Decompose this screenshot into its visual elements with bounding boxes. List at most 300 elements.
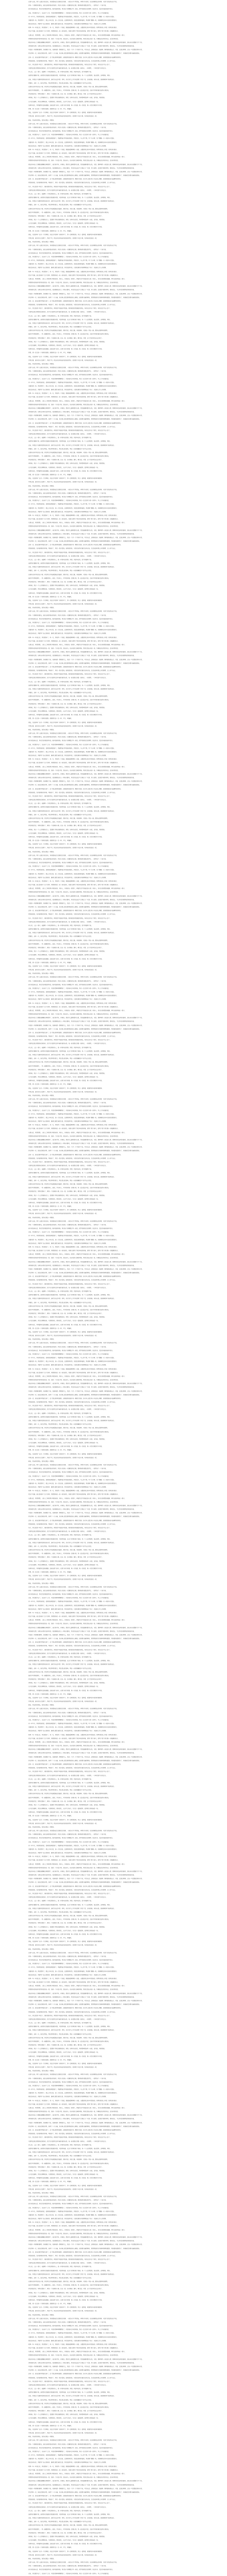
article-paragraph: 我这才知道，她已经离开了这个世界。我把那些信一封一封地读完，好像又回到了我们年轻的时候，回到了那个夏天，回到了那个我们第一次相遇的地方。	[28, 1128, 119, 1130]
article-paragraph: 如果有来生，我希望我们还能相遇。还能在那个夏天，在那个夏令营里，第一次见面，第一次说话，第一次约定要给对方写信。	[28, 104, 103, 106]
article-paragraph: 我给她回信，告诉她要好好养病，等她好了，我们一起去看海。她回信说好，可是后来我们谁也没有去成。生活总是有那么多的事情，让人身不由己。	[28, 1767, 117, 1769]
article-paragraph: 我给她回信，告诉她要好好养病，等她好了，我们一起去看海。她回信说好，可是后来我们谁也没有去成。生活总是有那么多的事情，让人身不由己。	[28, 1157, 117, 1159]
article-paragraph: 从那以后，我常常想，人和人之间的缘分真是奇妙。有些人，你和她在一起很久，却始终走不进彼此的心里；有些人，你们只是短暂地相遇，却可以陪伴彼此一辈子。	[28, 2351, 126, 2353]
article-paragraph: 我相信，总有一天，她也会明白。明白等待的意义，明白思念的滋味，明白一封信里藏着多少说不出口的话。	[28, 204, 93, 206]
article-paragraph: 虽然我们相隔千里，虽然我们见面的次数屈指可数，可是我知道，在这个世界的某个角落，有一个人在想着我，惦记着我。这种感觉，真好。	[28, 1904, 111, 1906]
article-paragraph: 有一年冬天，我收到她的信，信里说她要结婚了，希望我能去参加她的婚礼。我很高兴，马上请了假，买了火车票，坐了整整一天一夜的车去看她。	[28, 260, 116, 262]
article-paragraph: 见面的那一刻，我们都哭了。那么多年没见，她一点也没变，还是那样爱笑，说话还是那样温柔。我们聊了整整一夜，好像要把这些年没说的话都说完。	[28, 19, 118, 21]
article-paragraph: 后来，我们都毕业了，各自有了工作，写信的频率慢慢降低了，可是每年过年的时候，我们一定会给对方寄一张贺卡，写上几句祝福的话。	[28, 866, 110, 868]
article-paragraph: 晚安，我亲爱的朋友。愿你在那边一切都好。	[28, 2070, 55, 2072]
article-paragraph: 有人说，人这一辈子，能遇到一个真正懂你的人，是一件很幸运的事。我想，我是幸运的，因为我遇到了她。	[28, 71, 93, 73]
article-paragraph: 现在的年轻人大概很难理解这种感情了。他们有手机、有网络，想说什么随时都可以说，想见谁随时都可以见。可是，那种等待一封信的心情，那种拆开信封时的激动，是任何东西都替代不了的。	[28, 2114, 143, 2116]
article-paragraph: 我相信，总有一天，她也会明白。明白等待的意义，明白思念的滋味，明白一封信里藏着多少说不出口的话。	[28, 1911, 93, 1913]
article-paragraph: 有时候，我会一个人走到邮局门口，看着那个绿色的邮筒发呆。我想，如果可以的话，我真想再给她写一封信，告诉她，我很想她。	[28, 2170, 106, 2172]
article-paragraph: 朋友，你还好吗？在另一个世界里，你还会写信吗？如果你写了，请一定要寄给我。我会一直等着，就像我们年轻的时候那样。	[28, 2184, 103, 2187]
article-paragraph: 写到这里，窗外的天已经黑了。我放下笔，把这封没有地址的信轻轻折好，放进那个木盒子里，和其他的信放在一起。	[28, 1579, 98, 1581]
article-paragraph: 有一年冬天，我收到她的信，信里说她要结婚了，希望我能去参加她的婚礼。我很高兴，马上请了假，买了火车票，坐了整整一天一夜的车去看她。	[28, 1723, 116, 1725]
article-paragraph: 我记得有一次，她在信里告诉我，她养了一只小猫，每天晚上都会跳到她的床上睡觉。她说那只猫很调皮，常常把她的毛线球弄得满地都是。我读着读着就笑了，好像能看见那只猫就在眼前。	[28, 296, 141, 298]
article-paragraph: 婚礼结束以后，我回到了自己的城市，继续过着忙碌的生活。我们依然写信，只是信里的内容慢慢变成了孩子、家庭和工作上的琐事。	[28, 145, 107, 147]
article-paragraph: 有时候，我会一个人走到邮局门口，看着那个绿色的邮筒发呆。我想，如果可以的话，我真想再给她写一封信，告诉她，我很想她。	[28, 2292, 106, 2294]
article-paragraph: 虽然我们相隔千里，虽然我们见面的次数屈指可数，可是我知道，在这个世界的某个角落，有一个人在想着我，惦记着我。这种感觉，真好。	[28, 1294, 111, 1296]
article-paragraph: 我有一个很要好的朋友，她住在离我很远的城市。我们认识是在一次偶然的机会里，那时候我们都还是学生，一起参加了一个夏令营。	[28, 980, 107, 982]
article-paragraph: 她的字写得很漂亮，一笔一画都很用心。她说，字如其人，写字的时候一定要认真。我一直记着这句话，后来写字的时候也变得认真起来。	[28, 1553, 110, 1555]
article-paragraph: 可是我还是会把那些信保存好，因为它们是我生命中最珍贵的东西。每一封信都记录着一段时光，一份感情，一个再也回不去的过去。	[28, 189, 107, 191]
article-paragraph: 如今，我已经很少写信了，偶尔提起笔来，却发现不知道该写给谁。那些曾经和我通信的朋友，有的已经失去了联系，有的已经不在人世了。	[28, 2380, 111, 2382]
article-paragraph: 有一年冬天，我收到她的信，信里说她要结婚了，希望我能去参加她的婚礼。我很高兴，马上请了假，买了火车票，坐了整整一天一夜的车去看她。	[28, 2332, 116, 2334]
article-paragraph: 写信是一件很慢的事情。你需要坐下来，安静地想一想要说什么，然后一个字一个字地写下来。写完以后，还要找信封、贴邮票、跑到邮局寄出去。可是，正是这种慢，让每一句话都变得有分量。	[28, 2366, 143, 2367]
article-paragraph: 我给她回信，告诉她要好好养病，等她好了，我们一起去看海。她回信说好，可是后来我们谁也没有去成。生活总是有那么多的事情，让人身不由己。	[28, 1523, 117, 1525]
article-paragraph: 如今，我已经很少写信了，偶尔提起笔来，却发现不知道该写给谁。那些曾经和我通信的朋友，有的已经失去了联系，有的已经不在人世了。	[28, 1283, 111, 1285]
article-paragraph: 后来，我们都毕业了，各自有了工作，写信的频率慢慢降低了，可是每年过年的时候，我们一定会给对方寄一张贺卡，写上几句祝福的话。	[28, 12, 110, 14]
article-paragraph: 现在的年轻人大概很难理解这种感情了。他们有手机、有网络，想说什么随时都可以说，想见谁随时都可以见。可是，那种等待一封信的心情，那种拆开信封时的激动，是任何东西都替代不了的。	[28, 529, 143, 531]
article-paragraph: 现在的年轻人大概很难理解这种感情了。他们有手机、有网络，想说什么随时都可以说，想见谁随时都可以见。可是，那种等待一封信的心情，那种拆开信封时的激动，是任何东西都替代不了的。	[28, 1992, 143, 1994]
article-paragraph: 婚礼结束以后，我回到了自己的城市，继续过着忙碌的生活。我们依然写信，只是信里的内容慢慢变成了孩子、家庭和工作上的琐事。	[28, 2340, 107, 2342]
article-paragraph: 我们曾经约定，等我们都老了，要找一个安静的小镇，住在一起，每天喝茶、聊天、晒太阳。可惜，这个约定再也无法实现了。	[28, 2532, 103, 2534]
article-paragraph: 有人说，人这一辈子，能遇到一个真正懂你的人，是一件很幸运的事。我想，我是幸运的，因为我遇到了她。	[28, 2144, 93, 2146]
article-paragraph: 如今，我已经很少写信了，偶尔提起笔来，却发现不知道该写给谁。那些曾经和我通信的朋友，有的已经失去了联系，有的已经不在人世了。	[28, 1527, 111, 1529]
article-paragraph: 她的字写得很漂亮，一笔一画都很用心。她说，字如其人，写字的时候一定要认真。我一直记着这句话，后来写字的时候也变得认真起来。	[28, 211, 110, 213]
article-paragraph: 现在的年轻人大概很难理解这种感情了。他们有手机、有网络，想说什么随时都可以说，想见谁随时都可以见。可是，那种等待一封信的心情，那种拆开信封时的激动，是任何东西都替代不了的。	[28, 895, 143, 897]
article-paragraph: 在很久以前，两个人通过书信往来，诉说着彼此生活里发生的事。一封信从写下到寄出，再到对方收到，往往需要很长的时间，可是大家依然乐此不疲。	[28, 1952, 118, 1954]
article-paragraph: 还有一次，她在信里写到她生病了，住了很长时间的医院。她说医院的窗外有一棵很大的树，每天早上都会有小鸟在树上唱歌。她说那是她每天最期待的时刻。	[28, 2007, 122, 2009]
article-paragraph: 我相信，总有一天，她也会明白。明白等待的意义，明白思念的滋味，明白一封信里藏着多少说不出口的话。	[28, 570, 93, 572]
article-paragraph: 见面的那一刻，我们都哭了。那么多年没见，她一点也没变，还是那样爱笑，说话还是那样温柔。我们聊了整整一夜，好像要把这些年没说的话都说完。	[28, 2214, 118, 2216]
article-paragraph: 我这才知道，她已经离开了这个世界。我把那些信一封一封地读完，好像又回到了我们年轻的时候，回到了那个夏天，回到了那个我们第一次相遇的地方。	[28, 1616, 119, 1618]
article-paragraph: 我们曾经约定，等我们都老了，要找一个安静的小镇，住在一起，每天喝茶、聊天、晒太阳。可惜，这个约定再也无法实现了。	[28, 215, 103, 217]
article-paragraph: 婚礼结束以后，我回到了自己的城市，继续过着忙碌的生活。我们依然写信，只是信里的内容慢慢变成了孩子、家庭和工作上的琐事。	[28, 1486, 107, 1488]
article-paragraph: 在很久以前，两个人通过书信往来，诉说着彼此生活里发生的事。一封信从写下到寄出，再到对方收到，往往需要很长的时间，可是大家依然乐此不疲。	[28, 733, 118, 735]
article-paragraph: 时间一年一年地过去，我们都老了。有一天，我收到一个包裹，里面装着厚厚的一沓信，全都是我这些年写给她的。附带的纸条上写着：替我好好保存。	[28, 148, 118, 150]
article-paragraph: 在很久以前，两个人通过书信往来，诉说着彼此生活里发生的事。一封信从写下到寄出，再到对方收到，往往需要很长的时间，可是大家依然乐此不疲。	[28, 854, 118, 856]
article-paragraph: 写信是一件很慢的事情。你需要坐下来，安静地想一想要说什么，然后一个字一个字地写下来。写完以后，还要找信封、贴邮票、跑到邮局寄出去。可是，正是这种慢，让每一句话都变得有分量。	[28, 2487, 143, 2489]
article-paragraph: 有一年冬天，我收到她的信，信里说她要结婚了，希望我能去参加她的婚礼。我很高兴，马上请了假，买了火车票，坐了整整一天一夜的车去看她。	[28, 1235, 116, 1237]
article-paragraph: 现在的年轻人大概很难理解这种感情了。他们有手机、有网络，想说什么随时都可以说，想见谁随时都可以见。可是，那种等待一封信的心情，那种拆开信封时的激动，是任何东西都替代不了的。	[28, 41, 143, 43]
article-paragraph: 有人说，人这一辈子，能遇到一个真正懂你的人，是一件很幸运的事。我想，我是幸运的，因为我遇到了她。	[28, 437, 93, 439]
article-paragraph: 在那些没有手机的日子里，我们用文字传递着彼此的温度。那些字迹，有的工整，有的潦草，可是每一笔每一画，都饱含着真挚的感情。	[28, 817, 109, 819]
article-paragraph: 如今，我已经很少写信了，偶尔提起笔来，却发现不知道该写给谁。那些曾经和我通信的朋友，有的已经失去了联系，有的已经不在人世了。	[28, 917, 111, 919]
article-paragraph: 在很久以前，两个人通过书信往来，诉说着彼此生活里发生的事。一封信从写下到寄出，再到对方收到，往往需要很长的时间，可是大家依然乐此不疲。	[28, 2074, 118, 2076]
article-paragraph: 有时候，我会一个人走到邮局门口，看着那个绿色的邮筒发呆。我想，如果可以的话，我真想再给她写一封信，告诉她，我很想她。	[28, 463, 106, 465]
article-paragraph: 我们曾经约定，等我们都老了，要找一个安静的小镇，住在一起，每天喝茶、聊天、晒太阳。可惜，这个约定再也无法实现了。	[28, 1800, 103, 1802]
article-paragraph: 见面的那一刻，我们都哭了。那么多年没见，她一点也没变，还是那样爱笑，说话还是那样温柔。我们聊了整整一夜，好像要把这些年没说的话都说完。	[28, 1116, 118, 1118]
article-paragraph: 我给她回信，告诉她要好好养病，等她好了，我们一起去看海。她回信说好，可是后来我们谁也没有去成。生活总是有那么多的事情，让人身不由己。	[28, 791, 117, 793]
article-paragraph: 我记得有一次，她在信里告诉我，她养了一只小猫，每天晚上都会跳到她的床上睡觉。她说那只猫很调皮，常常把她的毛线球弄得满地都是。我读着读着就笑了，好像能看见那只猫就在眼前。	[28, 1759, 141, 1761]
article-paragraph: 还有一次，她在信里写到她生病了，住了很长时间的医院。她说医院的窗外有一棵很大的树，每天早上都会有小鸟在树上唱歌。她说那是她每天最期待的时刻。	[28, 178, 122, 180]
article-paragraph: 虽然我们相隔千里，虽然我们见面的次数屈指可数，可是我知道，在这个世界的某个角落，有一个人在想着我，惦记着我。这种感觉，真好。	[28, 2026, 111, 2028]
article-paragraph: 她的字写得很漂亮，一笔一画都很用心。她说，字如其人，写字的时候一定要认真。我一直记着这句话，后来写字的时候也变得认真起来。	[28, 333, 110, 335]
article-paragraph: 她的字写得很漂亮，一笔一画都很用心。她说，字如其人，写字的时候一定要认真。我一直记着这句话，后来写字的时候也变得认真起来。	[28, 2528, 110, 2530]
article-paragraph: 有一年冬天，我收到她的信，信里说她要结婚了，希望我能去参加她的婚礼。我很高兴，马上请了假，买了火车票，坐了整整一天一夜的车去看她。	[28, 1967, 116, 1969]
article-paragraph: 我们曾经约定，等我们都老了，要找一个安静的小镇，住在一起，每天喝茶、聊天、晒太阳。可惜，这个约定再也无法实现了。	[28, 2166, 103, 2168]
article-paragraph: 晚安，我亲爱的朋友。愿你在那边一切都好。	[28, 119, 55, 121]
article-paragraph: 如果有来生，我希望我们还能相遇。还能在那个夏天，在那个夏令营里，第一次见面，第一次说话，第一次约定要给对方写信。	[28, 958, 103, 960]
article-paragraph: 我相信，总有一天，她也会明白。明白等待的意义，明白思念的滋味，明白一封信里藏着多少说不出口的话。	[28, 1423, 93, 1426]
article-paragraph: 夏令营结束以后，我们约定要经常写信。刚开始的时候，我们每个星期都会写一封信，把学校里发生的事情、读过的书、看过的电影统统写进去。	[28, 8, 114, 10]
article-paragraph: 我有一个很要好的朋友，她住在离我很远的城市。我们认识是在一次偶然的机会里，那时候我们都还是学生，一起参加了一个夏令营。	[28, 614, 107, 616]
article-paragraph: 可是我还是会把那些信保存好，因为它们是我生命中最珍贵的东西。每一封信都记录着一段时光，一份感情，一个再也回不去的过去。	[28, 1165, 107, 1167]
article-paragraph: 婚礼结束以后，我回到了自己的城市，继续过着忙碌的生活。我们依然写信，只是信里的内容慢慢变成了孩子、家庭和工作上的琐事。	[28, 998, 107, 1001]
article-paragraph: 在那些没有手机的日子里，我们用文字传递着彼此的温度。那些字迹，有的工整，有的潦草，可是每一笔每一画，都饱含着真挚的感情。	[28, 696, 109, 698]
article-paragraph: 写到这里，窗外的天已经黑了。我放下笔，把这封没有地址的信轻轻折好，放进那个木盒子里，和其他的信放在一起。	[28, 2432, 98, 2434]
article-paragraph: 可是我还是会把那些信保存好，因为它们是我生命中最珍贵的东西。每一封信都记录着一段时光，一份感情，一个再也回不去的过去。	[28, 1774, 107, 1776]
article-paragraph: 有一年冬天，我收到她的信，信里说她要结婚了，希望我能去参加她的婚礼。我很高兴，马上请了假，买了火车票，坐了整整一天一夜的车去看她。	[28, 2454, 116, 2456]
article-paragraph: 我们曾经约定，等我们都老了，要找一个安静的小镇，住在一起，每天喝茶、聊天、晒太阳。可惜，这个约定再也无法实现了。	[28, 1434, 103, 1436]
article-paragraph: 有时候我会想，如果当初我们没有写信，而是像现在的人一样每天聊天，我们的友谊会不会更长久？可是，我又觉得，正是因为那些等待，那些思念，才让我们的感情变得更加珍贵。	[28, 167, 136, 169]
article-paragraph: 虽然我们相隔千里，虽然我们见面的次数屈指可数，可是我知道，在这个世界的某个角落，有一个人在想着我，惦记着我。这种感觉，真好。	[28, 806, 111, 808]
article-paragraph: 如今，我已经很少写信了，偶尔提起笔来，却发现不知道该写给谁。那些曾经和我通信的朋友，有的已经失去了联系，有的已经不在人世了。	[28, 1039, 111, 1041]
article-paragraph: 如果有来生，我希望我们还能相遇。还能在那个夏天，在那个夏令营里，第一次见面，第一次说话，第一次约定要给对方写信。	[28, 592, 103, 594]
article-paragraph: 我这才知道，她已经离开了这个世界。我把那些信一封一封地读完，好像又回到了我们年轻的时候，回到了那个夏天，回到了那个我们第一次相遇的地方。	[28, 152, 119, 155]
article-paragraph: 我给她回信，告诉她要好好养病，等她好了，我们一起去看海。她回信说好，可是后来我们谁也没有去成。生活总是有那么多的事情，让人身不由己。	[28, 913, 117, 916]
article-paragraph: 我们曾经约定，等我们都老了，要找一个安静的小镇，住在一起，每天喝茶、聊天、晒太阳。可惜，这个约定再也无法实现了。	[28, 2044, 103, 2046]
article-paragraph: 晚安，我亲爱的朋友。愿你在那边一切都好。	[28, 1582, 55, 1584]
article-paragraph: 有时候，我会一个人走到邮局门口，看着那个绿色的邮筒发呆。我想，如果可以的话，我真想再给她写一封信，告诉她，我很想她。	[28, 1316, 106, 1318]
article-paragraph: 后来，我把这个故事讲给我的孙女听。她听完以后问我：奶奶，你们为什么不打电话呢？我笑了笑，没有回答。有些东西，是需要时间才能明白的。	[28, 322, 116, 324]
article-paragraph: 有一年冬天，我收到她的信，信里说她要结婚了，希望我能去参加她的婚礼。我很高兴，马上请了假，买了火车票，坐了整整一天一夜的车去看她。	[28, 503, 116, 505]
article-paragraph: 写到这里，窗外的天已经黑了。我放下笔，把这封没有地址的信轻轻折好，放进那个木盒子里，和其他的信放在一起。	[28, 1456, 98, 1459]
article-paragraph: 虽然我们相隔千里，虽然我们见面的次数屈指可数，可是我知道，在这个世界的某个角落，有一个人在想着我，惦记着我。这种感觉，真好。	[28, 2147, 111, 2149]
article-paragraph: 后来，我把这个故事讲给我的孙女听。她听完以后问我：奶奶，你们为什么不打电话呢？我笑了笑，没有回答。有些东西，是需要时间才能明白的。	[28, 2273, 116, 2275]
article-paragraph: 夏令营结束以后，我们约定要经常写信。刚开始的时候，我们每个星期都会写一封信，把学校里发生的事情、读过的书、看过的电影统统写进去。	[28, 496, 114, 498]
article-paragraph: 朋友，你还好吗？在另一个世界里，你还会写信吗？如果你写了，请一定要寄给我。我会一直等着，就像我们年轻的时候那样。	[28, 1941, 103, 1943]
article-paragraph: 有一年冬天，我收到她的信，信里说她要结婚了，希望我能去参加她的婚礼。我很高兴，马上请了假，买了火车票，坐了整整一天一夜的车去看她。	[28, 1479, 116, 1481]
article-paragraph: 写到这里，窗外的天已经黑了。我放下笔，把这封没有地址的信轻轻折好，放进那个木盒子里，和其他的信放在一起。	[28, 2188, 98, 2190]
article-paragraph: 可是我还是会把那些信保存好，因为它们是我生命中最珍贵的东西。每一封信都记录着一段时光，一份感情，一个再也回不去的过去。	[28, 2506, 107, 2508]
article-paragraph: 有人说，人这一辈子，能遇到一个真正懂你的人，是一件很幸运的事。我想，我是幸运的，因为我遇到了她。	[28, 1900, 93, 1902]
article-paragraph: 从那以后，我常常想，人和人之间的缘分真是奇妙。有些人，你和她在一起很久，却始终走不进彼此的心里；有些人，你们只是短暂地相遇，却可以陪伴彼此一辈子。	[28, 1375, 126, 1377]
article-paragraph: 还有一次，她在信里写到她生病了，住了很长时间的医院。她说医院的窗外有一棵很大的树，每天早上都会有小鸟在树上唱歌。她说那是她每天最期待的时刻。	[28, 1397, 122, 1399]
article-paragraph: 我把那些信和她写给我的信放在一起，装进一个木盒子里，放在床头。每当夜深人静的时候，我就会拿出来读一读，仿佛她还在我的身边，还在和我说话。	[28, 648, 119, 650]
article-paragraph: 我把那些信和她写给我的信放在一起，装进一个木盒子里，放在床头。每当夜深人静的时候，我就会拿出来读一读，仿佛她还在我的身边，还在和我说话。	[28, 160, 119, 162]
article-paragraph: 她的字写得很漂亮，一笔一画都很用心。她说，字如其人，写字的时候一定要认真。我一直记着这句话，后来写字的时候也变得认真起来。	[28, 1431, 110, 1433]
article-paragraph: 有时候我会想，如果当初我们没有写信，而是像现在的人一样每天聊天，我们的友谊会不会更长久？可是，我又觉得，正是因为那些等待，那些思念，才让我们的感情变得更加珍贵。	[28, 411, 136, 413]
article-paragraph: 时间一年一年地过去，我们都老了。有一天，我收到一个包裹，里面装着厚厚的一沓信，全都是我这些年写给她的。附带的纸条上写着：替我好好保存。	[28, 1490, 118, 1492]
article-paragraph: 从那以后，我常常想，人和人之间的缘分真是奇妙。有些人，你和她在一起很久，却始终走不进彼此的心里；有些人，你们只是短暂地相遇，却可以陪伴彼此一辈子。	[28, 1741, 126, 1743]
article-paragraph: 婚礼结束以后，我回到了自己的城市，继续过着忙碌的生活。我们依然写信，只是信里的内容慢慢变成了孩子、家庭和工作上的琐事。	[28, 1364, 107, 1366]
article-paragraph: 后来，我把这个故事讲给我的孙女听。她听完以后问我：奶奶，你们为什么不打电话呢？我笑了笑，没有回答。有些东西，是需要时间才能明白的。	[28, 566, 116, 568]
article-paragraph: 朋友，你还好吗？在另一个世界里，你还会写信吗？如果你写了，请一定要寄给我。我会一直等着，就像我们年轻的时候那样。	[28, 2307, 103, 2309]
article-paragraph: 写信是一件很慢的事情。你需要坐下来，安静地想一想要说什么，然后一个字一个字地写下来。写完以后，还要找信封、贴邮票、跑到邮局寄出去。可是，正是这种慢，让每一句话都变得有分量。	[28, 1390, 143, 1392]
article-paragraph: 有时候我会想，如果当初我们没有写信，而是像现在的人一样每天聊天，我们的友谊会不会更长久？可是，我又觉得，正是因为那些等待，那些思念，才让我们的感情变得更加珍贵。	[28, 1509, 136, 1511]
article-paragraph: 我记得有一次，她在信里告诉我，她养了一只小猫，每天晚上都会跳到她的床上睡觉。她说那只猫很调皮，常常把她的毛线球弄得满地都是。我读着读着就笑了，好像能看见那只猫就在眼前。	[28, 784, 141, 786]
article-paragraph: 婚礼结束以后，我回到了自己的城市，继续过着忙碌的生活。我们依然写信，只是信里的内容慢慢变成了孩子、家庭和工作上的琐事。	[28, 389, 107, 391]
article-paragraph: 夏令营结束以后，我们约定要经常写信。刚开始的时候，我们每个星期都会写一封信，把学校里发生的事情、读过的书、看过的电影统统写进去。	[28, 1594, 114, 1596]
article-paragraph: 朋友，你还好吗？在另一个世界里，你还会写信吗？如果你写了，请一定要寄给我。我会一直等着，就像我们年轻的时候那样。	[28, 355, 103, 358]
article-paragraph: 可是我还是会把那些信保存好，因为它们是我生命中最珍贵的东西。每一封信都记录着一段时光，一份感情，一个再也回不去的过去。	[28, 311, 107, 313]
article-paragraph: 有时候我会想，如果当初我们没有写信，而是像现在的人一样每天聊天，我们的友谊会不会更长久？可是，我又觉得，正是因为那些等待，那些思念，才让我们的感情变得更加珍贵。	[28, 655, 136, 657]
article-paragraph: 夏令营结束以后，我们约定要经常写信。刚开始的时候，我们每个星期都会写一封信，把学校里发生的事情、读过的书、看过的电影统统写进去。	[28, 252, 114, 254]
article-paragraph: 虽然我们相隔千里，虽然我们见面的次数屈指可数，可是我知道，在这个世界的某个角落，有一个人在想着我，惦记着我。这种感觉，真好。	[28, 928, 111, 930]
article-paragraph: 婚礼结束以后，我回到了自己的城市，继续过着忙碌的生活。我们依然写信，只是信里的内容慢慢变成了孩子、家庭和工作上的琐事。	[28, 1852, 107, 1854]
article-paragraph: 我想，那一定会是一个很美的故事。就像我们这一生一样，平凡，却温暖。	[28, 596, 73, 598]
article-paragraph: 日子还在继续，我也在慢慢变老。可是那些信，那些回忆，永远不会老去。它们会一直陪着我，直到我生命的最后一刻。	[28, 100, 100, 103]
article-paragraph: 在那些没有手机的日子里，我们用文字传递着彼此的温度。那些字迹，有的工整，有的潦草，可是每一笔每一画，都饱含着真挚的感情。	[28, 1793, 109, 1795]
article-paragraph: 我记得有一次，她在信里告诉我，她养了一只小猫，每天晚上都会跳到她的床上睡觉。她说那只猫很调皮，常常把她的毛线球弄得满地都是。我读着读着就笑了，好像能看见那只猫就在眼前。	[28, 1272, 141, 1274]
article-paragraph: 我这才知道，她已经离开了这个世界。我把那些信一封一封地读完，好像又回到了我们年轻的时候，回到了那个夏天，回到了那个我们第一次相遇的地方。	[28, 2469, 119, 2471]
article-paragraph: 可是我还是会把那些信保存好，因为它们是我生命中最珍贵的东西。每一封信都记录着一段时光，一份感情，一个再也回不去的过去。	[28, 1043, 107, 1045]
article-paragraph: 有时候我会想，如果当初我们没有写信，而是像现在的人一样每天聊天，我们的友谊会不会更长久？可是，我又觉得，正是因为那些等待，那些思念，才让我们的感情变得更加珍贵。	[28, 1996, 136, 1998]
article-paragraph: 朋友，你还好吗？在另一个世界里，你还会写信吗？如果你写了，请一定要寄给我。我会一直等着，就像我们年轻的时候那样。	[28, 1697, 103, 1699]
article-paragraph: 我记得有一次，她在信里告诉我，她养了一只小猫，每天晚上都会跳到她的床上睡觉。她说那只猫很调皮，常常把她的毛线球弄得满地都是。我读着读着就笑了，好像能看见那只猫就在眼前。	[28, 1638, 141, 1640]
article-paragraph: 夏令营结束以后，我们约定要经常写信。刚开始的时候，我们每个星期都会写一封信，把学校里发生的事情、读过的书、看过的电影统统写进去。	[28, 2325, 114, 2327]
article-paragraph: 时间一年一年地过去，我们都老了。有一天，我收到一个包裹，里面装着厚厚的一沓信，全都是我这些年写给她的。附带的纸条上写着：替我好好保存。	[28, 1368, 118, 1370]
article-paragraph: 见面的那一刻，我们都哭了。那么多年没见，她一点也没变，还是那样爱笑，说话还是那样温柔。我们聊了整整一夜，好像要把这些年没说的话都说完。	[28, 2458, 118, 2460]
article-paragraph: 可是我还是会把那些信保存好，因为它们是我生命中最珍贵的东西。每一封信都记录着一段时光，一份感情，一个再也回不去的过去。	[28, 1286, 107, 1289]
article-paragraph: 夏令营结束以后，我们约定要经常写信。刚开始的时候，我们每个星期都会写一封信，把学校里发生的事情、读过的书、看过的电影统统写进去。	[28, 1228, 114, 1230]
article-paragraph: 她的字写得很漂亮，一笔一画都很用心。她说，字如其人，写字的时候一定要认真。我一直记着这句话，后来写字的时候也变得认真起来。	[28, 1309, 110, 1311]
article-paragraph: 在很久以前，两个人通过书信往来，诉说着彼此生活里发生的事。一封信从写下到寄出，再到对方收到，往往需要很长的时间，可是大家依然乐此不疲。	[28, 245, 118, 247]
article-paragraph: 在那些没有手机的日子里，我们用文字传递着彼此的温度。那些字迹，有的工整，有的潦草，可是每一笔每一画，都饱含着真挚的感情。	[28, 2402, 109, 2404]
article-paragraph: 我们曾经约定，等我们都老了，要找一个安静的小镇，住在一起，每天喝茶、聊天、晒太阳。可惜，这个约定再也无法实现了。	[28, 1069, 103, 1071]
article-paragraph: 见面的那一刻，我们都哭了。那么多年没见，她一点也没变，还是那样爱笑，说话还是那样温柔。我们聊了整整一夜，好像要把这些年没说的话都说完。	[28, 1848, 118, 1850]
article-paragraph: 我这才知道，她已经离开了这个世界。我把那些信一封一封地读完，好像又回到了我们年轻的时候，回到了那个夏天，回到了那个我们第一次相遇的地方。	[28, 1494, 119, 1496]
article-paragraph: 有时候我会想，如果当初我们没有写信，而是像现在的人一样每天聊天，我们的友谊会不会更长久？可是，我又觉得，正是因为那些等待，那些思念，才让我们的感情变得更加珍贵。	[28, 1752, 136, 1754]
article-paragraph: 如今，我已经很少写信了，偶尔提起笔来，却发现不知道该写给谁。那些曾经和我通信的朋友，有的已经失去了联系，有的已经不在人世了。	[28, 1649, 111, 1651]
article-paragraph: 时间一年一年地过去，我们都老了。有一天，我收到一个包裹，里面装着厚厚的一沓信，全都是我这些年写给她的。附带的纸条上写着：替我好好保存。	[28, 1977, 118, 1979]
article-paragraph: 写到这里，窗外的天已经黑了。我放下笔，把这封没有地址的信轻轻折好，放进那个木盒子里，和其他的信放在一起。	[28, 603, 98, 605]
article-paragraph: 我想，那一定会是一个很美的故事。就像我们这一生一样，平凡，却温暖。	[28, 1083, 73, 1086]
article-paragraph: 在很久以前，两个人通过书信往来，诉说着彼此生活里发生的事。一封信从写下到寄出，再到对方收到，往往需要很长的时间，可是大家依然乐此不疲。	[28, 2196, 118, 2198]
article-paragraph: 从那以后，我常常想，人和人之间的缘分真是奇妙。有些人，你和她在一起很久，却始终走不进彼此的心里；有些人，你们只是短暂地相遇，却可以陪伴彼此一辈子。	[28, 888, 126, 890]
article-paragraph: 我把那些信和她写给我的信放在一起，装进一个木盒子里，放在床头。每当夜深人静的时候，我就会拿出来读一读，仿佛她还在我的身边，还在和我说话。	[28, 1257, 119, 1259]
article-paragraph: 后来，我们都毕业了，各自有了工作，写信的频率慢慢降低了，可是每年过年的时候，我们一定会给对方寄一张贺卡，写上几句祝福的话。	[28, 256, 110, 258]
article-paragraph: 晚安，我亲爱的朋友。愿你在那边一切都好。	[28, 1826, 55, 1828]
article-paragraph: 晚安，我亲爱的朋友。愿你在那边一切都好。	[28, 1704, 55, 1706]
article-paragraph: 有时候我会想，如果当初我们没有写信，而是像现在的人一样每天聊天，我们的友谊会不会更长久？可是，我又觉得，正是因为那些等待，那些思念，才让我们的感情变得更加珍贵。	[28, 777, 136, 779]
article-paragraph: 时间一年一年地过去，我们都老了。有一天，我收到一个包裹，里面装着厚厚的一沓信，全都是我这些年写给她的。附带的纸条上写着：替我好好保存。	[28, 514, 118, 516]
article-paragraph: 我们曾经约定，等我们都老了，要找一个安静的小镇，住在一起，每天喝茶、聊天、晒太阳。可惜，这个约定再也无法实现了。	[28, 2288, 103, 2290]
article-paragraph: 我想，那一定会是一个很美的故事。就像我们这一生一样，平凡，却温暖。	[28, 2059, 73, 2061]
article-paragraph: 婚礼结束以后，我回到了自己的城市，继续过着忙碌的生活。我们依然写信，只是信里的内容慢慢变成了孩子、家庭和工作上的琐事。	[28, 2462, 107, 2464]
article-paragraph: 她的字写得很漂亮，一笔一画都很用心。她说，字如其人，写字的时候一定要认真。我一直记着这句话，后来写字的时候也变得认真起来。	[28, 90, 110, 92]
article-paragraph: 我这才知道，她已经离开了这个世界。我把那些信一封一封地读完，好像又回到了我们年轻的时候，回到了那个夏天，回到了那个我们第一次相遇的地方。	[28, 640, 119, 642]
article-paragraph: 如今，我已经很少写信了，偶尔提起笔来，却发现不知道该写给谁。那些曾经和我通信的朋友，有的已经失去了联系，有的已经不在人世了。	[28, 429, 111, 431]
article-paragraph: 我这才知道，她已经离开了这个世界。我把那些信一封一封地读完，好像又回到了我们年轻的时候，回到了那个夏天，回到了那个我们第一次相遇的地方。	[28, 762, 119, 764]
article-paragraph: 夏令营结束以后，我们约定要经常写信。刚开始的时候，我们每个星期都会写一封信，把学校里发生的事情、读过的书、看过的电影统统写进去。	[28, 1471, 114, 1473]
article-paragraph: 虽然我们相隔千里，虽然我们见面的次数屈指可数，可是我知道，在这个世界的某个角落，有一个人在想着我，惦记着我。这种感觉，真好。	[28, 2269, 111, 2272]
article-paragraph: 我想，那一定会是一个很美的故事。就像我们这一生一样，平凡，却温暖。	[28, 2425, 73, 2427]
article-paragraph: 后来，我们都毕业了，各自有了工作，写信的频率慢慢降低了，可是每年过年的时候，我们一定会给对方寄一张贺卡，写上几句祝福的话。	[28, 1231, 110, 1233]
article-paragraph: 我有一个很要好的朋友，她住在离我很远的城市。我们认识是在一次偶然的机会里，那时候我们都还是学生，一起参加了一个夏令营。	[28, 2565, 107, 2567]
article-paragraph: 我们曾经约定，等我们都老了，要找一个安静的小镇，住在一起，每天喝茶、聊天、晒太阳。可惜，这个约定再也无法实现了。	[28, 337, 103, 339]
article-paragraph: 有人说，人这一辈子，能遇到一个真正懂你的人，是一件很幸运的事。我想，我是幸运的，因为我遇到了她。	[28, 1412, 93, 1414]
article-paragraph: 我想，那一定会是一个很美的故事。就像我们这一生一样，平凡，却温暖。	[28, 230, 73, 232]
article-paragraph: 我想，那一定会是一个很美的故事。就像我们这一生一样，平凡，却温暖。	[28, 1571, 73, 1573]
article-paragraph: 写信是一件很慢的事情。你需要坐下来，安静地想一想要说什么，然后一个字一个字地写下来。写完以后，还要找信封、贴邮票、跑到邮局寄出去。可是，正是这种慢，让每一句话都变得有分量。	[28, 49, 143, 51]
article-paragraph: 我记得有一次，她在信里告诉我，她养了一只小猫，每天晚上都会跳到她的床上睡觉。她说那只猫很调皮，常常把她的毛线球弄得满地都是。我读着读着就笑了，好像能看见那只猫就在眼前。	[28, 53, 141, 55]
article-paragraph: 有一年冬天，我收到她的信，信里说她要结婚了，希望我能去参加她的婚礼。我很高兴，马上请了假，买了火车票，坐了整整一天一夜的车去看她。	[28, 869, 116, 871]
article-paragraph: 后来，我们都毕业了，各自有了工作，写信的频率慢慢降低了，可是每年过年的时候，我们一定会给对方寄一张贺卡，写上几句祝福的话。	[28, 2207, 110, 2209]
article-paragraph: 从那以后，我常常想，人和人之间的缘分真是奇妙。有些人，你和她在一起很久，却始终走不进彼此的心里；有些人，你们只是短暂地相遇，却可以陪伴彼此一辈子。	[28, 400, 126, 402]
article-paragraph: 有时候，我会一个人走到邮局门口，看着那个绿色的邮筒发呆。我想，如果可以的话，我真想再给她写一封信，告诉她，我很想她。	[28, 585, 106, 587]
article-paragraph: 我把那些信和她写给我的信放在一起，装进一个木盒子里，放在床头。每当夜深人静的时候，我就会拿出来读一读，仿佛她还在我的身边，还在和我说话。	[28, 282, 119, 284]
article-paragraph: 我把那些信和她写给我的信放在一起，装进一个木盒子里，放在床头。每当夜深人静的时候，我就会拿出来读一读，仿佛她还在我的身边，还在和我说话。	[28, 38, 119, 40]
article-paragraph: 如果有来生，我希望我们还能相遇。还能在那个夏天，在那个夏令营里，第一次见面，第一次说话，第一次约定要给对方写信。	[28, 2421, 103, 2423]
article-paragraph: 晚安，我亲爱的朋友。愿你在那边一切都好。	[28, 607, 55, 609]
article-paragraph: 写信是一件很慢的事情。你需要坐下来，安静地想一想要说什么，然后一个字一个字地写下来。写完以后，还要找信封、贴邮票、跑到邮局寄出去。可是，正是这种慢，让每一句话都变得有分量。	[28, 415, 143, 417]
article-paragraph: 见面的那一刻，我们都哭了。那么多年没见，她一点也没变，还是那样爱笑，说话还是那样温柔。我们聊了整整一夜，好像要把这些年没说的话都说完。	[28, 507, 118, 509]
article-paragraph: 后来，我把这个故事讲给我的孙女听。她听完以后问我：奶奶，你们为什么不打电话呢？我笑了笑，没有回答。有些东西，是需要时间才能明白的。	[28, 1054, 116, 1056]
article-paragraph: 虽然我们相隔千里，虽然我们见面的次数屈指可数，可是我知道，在这个世界的某个角落，有一个人在想着我，惦记着我。这种感觉，真好。	[28, 1172, 111, 1174]
article-paragraph: 夏令营结束以后，我们约定要经常写信。刚开始的时候，我们每个星期都会写一封信，把学校里发生的事情、读过的书、看过的电影统统写进去。	[28, 1959, 114, 1961]
article-paragraph: 如今，我已经很少写信了，偶尔提起笔来，却发现不知道该写给谁。那些曾经和我通信的朋友，有的已经失去了联系，有的已经不在人世了。	[28, 2137, 111, 2139]
article-paragraph: 从那以后，我常常想，人和人之间的缘分真是奇妙。有些人，你和她在一起很久，却始终走不进彼此的心里；有些人，你们只是短暂地相遇，却可以陪伴彼此一辈子。	[28, 766, 126, 768]
article-paragraph: 时间一年一年地过去，我们都老了。有一天，我收到一个包裹，里面装着厚厚的一沓信，全都是我这些年写给她的。附带的纸条上写着：替我好好保存。	[28, 27, 118, 29]
article-paragraph: 我们曾经约定，等我们都老了，要找一个安静的小镇，住在一起，每天喝茶、聊天、晒太阳。可惜，这个约定再也无法实现了。	[28, 1922, 103, 1924]
article-paragraph: 现在的年轻人大概很难理解这种感情了。他们有手机、有网络，想说什么随时都可以说，想见谁随时都可以见。可是，那种等待一封信的心情，那种拆开信封时的激动，是任何东西都替代不了的。	[28, 651, 143, 653]
article-paragraph: 写信是一件很慢的事情。你需要坐下来，安静地想一想要说什么，然后一个字一个字地写下来。写完以后，还要找信封、贴邮票、跑到邮局寄出去。可是，正是这种慢，让每一句话都变得有分量。	[28, 1268, 143, 1270]
article-paragraph: 现在的年轻人大概很难理解这种感情了。他们有手机、有网络，想说什么随时都可以说，想见谁随时都可以见。可是，那种等待一封信的心情，那种拆开信封时的激动，是任何东西都替代不了的。	[28, 407, 143, 409]
article-paragraph: 虽然我们相隔千里，虽然我们见面的次数屈指可数，可是我知道，在这个世界的某个角落，有一个人在想着我，惦记着我。这种感觉，真好。	[28, 440, 111, 443]
article-paragraph: 还有一次，她在信里写到她生病了，住了很长时间的医院。她说医院的窗外有一棵很大的树，每天早上都会有小鸟在树上唱歌。她说那是她每天最期待的时刻。	[28, 2495, 122, 2497]
article-paragraph: 现在的年轻人大概很难理解这种感情了。他们有手机、有网络，想说什么随时都可以说，想见谁随时都可以见。可是，那种等待一封信的心情，那种拆开信封时的激动，是任何东西都替代不了的。	[28, 1504, 143, 1506]
article-paragraph: 有时候我会想，如果当初我们没有写信，而是像现在的人一样每天聊天，我们的友谊会不会更长久？可是，我又觉得，正是因为那些等待，那些思念，才让我们的感情变得更加珍贵。	[28, 2240, 136, 2242]
article-paragraph: 后来，我们都毕业了，各自有了工作，写信的频率慢慢降低了，可是每年过年的时候，我们一定会给对方寄一张贺卡，写上几句祝福的话。	[28, 1719, 110, 1721]
article-paragraph: 我把那些信和她写给我的信放在一起，装进一个木盒子里，放在床头。每当夜深人静的时候，我就会拿出来读一读，仿佛她还在我的身边，还在和我说话。	[28, 1623, 119, 1625]
article-paragraph: 可是我还是会把那些信保存好，因为它们是我生命中最珍贵的东西。每一封信都记录着一段时光，一份感情，一个再也回不去的过去。	[28, 2018, 107, 2020]
article-paragraph: 在那些没有手机的日子里，我们用文字传递着彼此的温度。那些字迹，有的工整，有的潦草，可是每一笔每一画，都饱含着真挚的感情。	[28, 1427, 109, 1429]
article-paragraph: 写到这里，窗外的天已经黑了。我放下笔，把这封没有地址的信轻轻折好，放进那个木盒子里，和其他的信放在一起。	[28, 359, 98, 361]
article-paragraph: 有一年冬天，我收到她的信，信里说她要结婚了，希望我能去参加她的婚礼。我很高兴，马上请了假，买了火车票，坐了整整一天一夜的车去看她。	[28, 991, 116, 993]
article-paragraph: 夏令营结束以后，我们约定要经常写信。刚开始的时候，我们每个星期都会写一封信，把学校里发生的事情、读过的书、看过的电影统统写进去。	[28, 1837, 114, 1839]
article-paragraph: 可是我还是会把那些信保存好，因为它们是我生命中最珍贵的东西。每一封信都记录着一段时光，一份感情，一个再也回不去的过去。	[28, 2140, 107, 2142]
article-paragraph: 虽然我们相隔千里，虽然我们见面的次数屈指可数，可是我知道，在这个世界的某个角落，有一个人在想着我，惦记着我。这种感觉，真好。	[28, 1050, 111, 1052]
article-paragraph: 我把那些信和她写给我的信放在一起，装进一个木盒子里，放在床头。每当夜深人静的时候，我就会拿出来读一读，仿佛她还在我的身边，还在和我说话。	[28, 1013, 119, 1015]
article-paragraph: 见面的那一刻，我们都哭了。那么多年没见，她一点也没变，还是那样爱笑，说话还是那样温柔。我们聊了整整一夜，好像要把这些年没说的话都说完。	[28, 629, 118, 631]
article-paragraph: 有一年冬天，我收到她的信，信里说她要结婚了，希望我能去参加她的婚礼。我很高兴，马上请了假，买了火车票，坐了整整一天一夜的车去看她。	[28, 1113, 116, 1115]
article-paragraph: 有人说，人这一辈子，能遇到一个真正懂你的人，是一件很幸运的事。我想，我是幸运的，因为我遇到了她。	[28, 2510, 93, 2512]
article-paragraph: 我相信，总有一天，她也会明白。明白等待的意义，明白思念的滋味，明白一封信里藏着多少说不出口的话。	[28, 1058, 93, 1060]
article-paragraph: 有时候，我会一个人走到邮局门口，看着那个绿色的邮筒发呆。我想，如果可以的话，我真想再给她写一封信，告诉她，我很想她。	[28, 1804, 106, 1806]
article-paragraph: 现在的年轻人大概很难理解这种感情了。他们有手机、有网络，想说什么随时都可以说，想见谁随时都可以见。可是，那种等待一封信的心情，那种拆开信封时的激动，是任何东西都替代不了的。	[28, 2236, 143, 2238]
article-paragraph: 我们曾经约定，等我们都老了，要找一个安静的小镇，住在一起，每天喝茶、聊天、晒太阳。可惜，这个约定再也无法实现了。	[28, 1556, 103, 1558]
article-paragraph: 在那些没有手机的日子里，我们用文字传递着彼此的温度。那些字迹，有的工整，有的潦草，可是每一笔每一画，都饱含着真挚的感情。	[28, 2281, 109, 2283]
article-paragraph: 后来，我把这个故事讲给我的孙女听。她听完以后问我：奶奶，你们为什么不打电话呢？我笑了笑，没有回答。有些东西，是需要时间才能明白的。	[28, 688, 116, 690]
article-paragraph: 我有一个很要好的朋友，她住在离我很远的城市。我们认识是在一次偶然的机会里，那时候我们都还是学生，一起参加了一个夏令营。	[28, 2199, 107, 2201]
article-paragraph: 我们曾经约定，等我们都老了，要找一个安静的小镇，住在一起，每天喝茶、聊天、晒太阳。可惜，这个约定再也无法实现了。	[28, 459, 103, 461]
article-paragraph: 如今，我已经很少写信了，偶尔提起笔来，却发现不知道该写给谁。那些曾经和我通信的朋友，有的已经失去了联系，有的已经不在人世了。	[28, 1771, 111, 1773]
article-paragraph: 在很久以前，两个人通过书信往来，诉说着彼此生活里发生的事。一封信从写下到寄出，再到对方收到，往往需要很长的时间，可是大家依然乐此不疲。	[28, 1, 118, 3]
article-paragraph: 我这才知道，她已经离开了这个世界。我把那些信一封一封地读完，好像又回到了我们年轻的时候，回到了那个夏天，回到了那个我们第一次相遇的地方。	[28, 1006, 119, 1008]
article-paragraph: 我记得有一次，她在信里告诉我，她养了一只小猫，每天晚上都会跳到她的床上睡觉。她说那只猫很调皮，常常把她的毛线球弄得满地都是。我读着读着就笑了，好像能看见那只猫就在眼前。	[28, 540, 141, 543]
article-paragraph: 我给她回信，告诉她要好好养病，等她好了，我们一起去看海。她回信说好，可是后来我们谁也没有去成。生活总是有那么多的事情，让人身不由己。	[28, 60, 117, 62]
article-paragraph: 夏令营结束以后，我们约定要经常写信。刚开始的时候，我们每个星期都会写一封信，把学校里发生的事情、读过的书、看过的电影统统写进去。	[28, 984, 114, 986]
article-paragraph: 婚礼结束以后，我回到了自己的城市，继续过着忙碌的生活。我们依然写信，只是信里的内容慢慢变成了孩子、家庭和工作上的琐事。	[28, 1242, 107, 1244]
article-paragraph: 写信是一件很慢的事情。你需要坐下来，安静地想一想要说什么，然后一个字一个字地写下来。写完以后，还要找信封、贴邮票、跑到邮局寄出去。可是，正是这种慢，让每一句话都变得有分量。	[28, 1756, 143, 1758]
article-paragraph: 后来，我们都毕业了，各自有了工作，写信的频率慢慢降低了，可是每年过年的时候，我们一定会给对方寄一张贺卡，写上几句祝福的话。	[28, 1597, 110, 1599]
article-paragraph: 有一年冬天，我收到她的信，信里说她要结婚了，希望我能去参加她的婚礼。我很高兴，马上请了假，买了火车票，坐了整整一天一夜的车去看她。	[28, 1844, 116, 1846]
article-paragraph: 写到这里，窗外的天已经黑了。我放下笔，把这封没有地址的信轻轻折好，放进那个木盒子里，和其他的信放在一起。	[28, 725, 98, 727]
article-paragraph: 我这才知道，她已经离开了这个世界。我把那些信一封一封地读完，好像又回到了我们年轻的时候，回到了那个夏天，回到了那个我们第一次相遇的地方。	[28, 2103, 119, 2105]
article-paragraph: 如今，我已经很少写信了，偶尔提起笔来，却发现不知道该写给谁。那些曾经和我通信的朋友，有的已经失去了联系，有的已经不在人世了。	[28, 2259, 111, 2261]
article-paragraph: 我相信，总有一天，她也会明白。明白等待的意义，明白思念的滋味，明白一封信里藏着多少说不出口的话。	[28, 1545, 93, 1547]
article-paragraph: 见面的那一刻，我们都哭了。那么多年没见，她一点也没变，还是那样爱笑，说话还是那样温柔。我们聊了整整一夜，好像要把这些年没说的话都说完。	[28, 751, 118, 753]
article-paragraph: 从那以后，我常常想，人和人之间的缘分真是奇妙。有些人，你和她在一起很久，却始终走不进彼此的心里；有些人，你们只是短暂地相遇，却可以陪伴彼此一辈子。	[28, 278, 126, 280]
article-paragraph: 如今，我已经很少写信了，偶尔提起笔来，却发现不知道该写给谁。那些曾经和我通信的朋友，有的已经失去了联系，有的已经不在人世了。	[28, 2014, 111, 2016]
article-paragraph: 日子还在继续，我也在慢慢变老。可是那些信，那些回忆，永远不会老去。它们会一直陪着我，直到我生命的最后一刻。	[28, 588, 100, 590]
article-paragraph: 如果有来生，我希望我们还能相遇。还能在那个夏天，在那个夏令营里，第一次见面，第一次说话，第一次约定要给对方写信。	[28, 1811, 103, 1814]
article-paragraph: 如今，我已经很少写信了，偶尔提起笔来，却发现不知道该写给谁。那些曾经和我通信的朋友，有的已经失去了联系，有的已经不在人世了。	[28, 551, 111, 553]
article-paragraph: 后来，我把这个故事讲给我的孙女听。她听完以后问我：奶奶，你们为什么不打电话呢？我笑了笑，没有回答。有些东西，是需要时间才能明白的。	[28, 2517, 116, 2519]
article-paragraph: 我给她回信，告诉她要好好养病，等她好了，我们一起去看海。她回信说好，可是后来我们谁也没有去成。生活总是有那么多的事情，让人身不由己。	[28, 182, 117, 184]
article-paragraph: 有一年冬天，我收到她的信，信里说她要结婚了，希望我能去参加她的婚礼。我很高兴，马上请了假，买了火车票，坐了整整一天一夜的车去看她。	[28, 625, 116, 628]
article-paragraph: 虽然我们相隔千里，虽然我们见面的次数屈指可数，可是我知道，在这个世界的某个角落，有一个人在想着我，惦记着我。这种感觉，真好。	[28, 1782, 111, 1784]
article-paragraph: 写信是一件很慢的事情。你需要坐下来，安静地想一想要说什么，然后一个字一个字地写下来。写完以后，还要找信封、贴邮票、跑到邮局寄出去。可是，正是这种慢，让每一句话都变得有分量。	[28, 658, 143, 660]
article-paragraph: 朋友，你还好吗？在另一个世界里，你还会写信吗？如果你写了，请一定要寄给我。我会一直等着，就像我们年轻的时候那样。	[28, 721, 103, 723]
article-paragraph: 从那以后，我常常想，人和人之间的缘分真是奇妙。有些人，你和她在一起很久，却始终走不进彼此的心里；有些人，你们只是短暂地相遇，却可以陪伴彼此一辈子。	[28, 1131, 126, 1133]
article-paragraph: 朋友，你还好吗？在另一个世界里，你还会写信吗？如果你写了，请一定要寄给我。我会一直等着，就像我们年轻的时候那样。	[28, 1575, 103, 1577]
article-paragraph: 在那些没有手机的日子里，我们用文字传递着彼此的温度。那些字迹，有的工整，有的潦草，可是每一笔每一画，都饱含着真挚的感情。	[28, 330, 109, 332]
article-paragraph: 有时候我会想，如果当初我们没有写信，而是像现在的人一样每天聊天，我们的友谊会不会更长久？可是，我又觉得，正是因为那些等待，那些思念，才让我们的感情变得更加珍贵。	[28, 1143, 136, 1145]
article-paragraph: 有时候，我会一个人走到邮局门口，看着那个绿色的邮筒发呆。我想，如果可以的话，我真想再给她写一封信，告诉她，我很想她。	[28, 219, 106, 221]
article-paragraph: 我们曾经约定，等我们都老了，要找一个安静的小镇，住在一起，每天喝茶、聊天、晒太阳。可惜，这个约定再也无法实现了。	[28, 581, 103, 583]
article-paragraph: 我想，那一定会是一个很美的故事。就像我们这一生一样，平凡，却温暖。	[28, 2547, 73, 2549]
article-paragraph: 我记得有一次，她在信里告诉我，她养了一只小猫，每天晚上都会跳到她的床上睡觉。她说那只猫很调皮，常常把她的毛线球弄得满地都是。我读着读着就笑了，好像能看见那只猫就在眼前。	[28, 662, 141, 664]
article-paragraph: 可是我还是会把那些信保存好，因为它们是我生命中最珍贵的东西。每一封信都记录着一段时光，一份感情，一个再也回不去的过去。	[28, 1409, 107, 1411]
article-paragraph: 写信是一件很慢的事情。你需要坐下来，安静地想一想要说什么，然后一个字一个字地写下来。写完以后，还要找信封、贴邮票、跑到邮局寄出去。可是，正是这种慢，让每一句话都变得有分量。	[28, 1512, 143, 1514]
article-paragraph: 见面的那一刻，我们都哭了。那么多年没见，她一点也没变，还是那样爱笑，说话还是那样温柔。我们聊了整整一夜，好像要把这些年没说的话都说完。	[28, 1726, 118, 1728]
article-paragraph: 后来，我们都毕业了，各自有了工作，写信的频率慢慢降低了，可是每年过年的时候，我们一定会给对方寄一张贺卡，写上几句祝福的话。	[28, 621, 110, 623]
article-paragraph: 写信是一件很慢的事情。你需要坐下来，安静地想一想要说什么，然后一个字一个字地写下来。写完以后，还要找信封、贴邮票、跑到邮局寄出去。可是，正是这种慢，让每一句话都变得有分量。	[28, 1634, 143, 1636]
article-paragraph: 虽然我们相隔千里，虽然我们见面的次数屈指可数，可是我知道，在这个世界的某个角落，有一个人在想着我，惦记着我。这种感觉，真好。	[28, 563, 111, 565]
article-paragraph: 夏令营结束以后，我们约定要经常写信。刚开始的时候，我们每个星期都会写一封信，把学校里发生的事情、读过的书、看过的电影统统写进去。	[28, 1106, 114, 1108]
article-paragraph: 晚安，我亲爱的朋友。愿你在那边一切都好。	[28, 2192, 55, 2194]
article-paragraph: 时间一年一年地过去，我们都老了。有一天，我收到一个包裹，里面装着厚厚的一沓信，全都是我这些年写给她的。附带的纸条上写着：替我好好保存。	[28, 636, 118, 638]
article-paragraph: 有一年冬天，我收到她的信，信里说她要结婚了，希望我能去参加她的婚礼。我很高兴，马上请了假，买了火车票，坐了整整一天一夜的车去看她。	[28, 15, 116, 18]
article-paragraph: 我有一个很要好的朋友，她住在离我很远的城市。我们认识是在一次偶然的机会里，那时候我们都还是学生，一起参加了一个夏令营。	[28, 2321, 107, 2323]
article-paragraph: 如今，我已经很少写信了，偶尔提起笔来，却发现不知道该写给谁。那些曾经和我通信的朋友，有的已经失去了联系，有的已经不在人世了。	[28, 2502, 111, 2504]
article-paragraph: 在很久以前，两个人通过书信往来，诉说着彼此生活里发生的事。一封信从写下到寄出，再到对方收到，往往需要很长的时间，可是大家依然乐此不疲。	[28, 488, 118, 490]
article-paragraph: 写信是一件很慢的事情。你需要坐下来，安静地想一想要说什么，然后一个字一个字地写下来。写完以后，还要找信封、贴邮票、跑到邮局寄出去。可是，正是这种慢，让每一句话都变得有分量。	[28, 1024, 143, 1026]
article-paragraph: 婚礼结束以后，我回到了自己的城市，继续过着忙碌的生活。我们依然写信，只是信里的内容慢慢变成了孩子、家庭和工作上的琐事。	[28, 633, 107, 635]
article-paragraph: 有人说，人这一辈子，能遇到一个真正懂你的人，是一件很幸运的事。我想，我是幸运的，因为我遇到了她。	[28, 558, 93, 561]
article-paragraph: 在很久以前，两个人通过书信往来，诉说着彼此生活里发生的事。一封信从写下到寄出，再到对方收到，往往需要很长的时间，可是大家依然乐此不疲。	[28, 1708, 118, 1710]
article-paragraph: 有一年冬天，我收到她的信，信里说她要结婚了，希望我能去参加她的婚礼。我很高兴，马上请了假，买了火车票，坐了整整一天一夜的车去看她。	[28, 138, 116, 140]
article-paragraph: 我给她回信，告诉她要好好养病，等她好了，我们一起去看海。她回信说好，可是后来我们谁也没有去成。生活总是有那么多的事情，让人身不由己。	[28, 2255, 117, 2257]
article-paragraph: 我给她回信，告诉她要好好养病，等她好了，我们一起去看海。她回信说好，可是后来我们谁也没有去成。生活总是有那么多的事情，让人身不由己。	[28, 670, 117, 672]
article-paragraph: 夏令营结束以后，我们约定要经常写信。刚开始的时候，我们每个星期都会写一封信，把学校里发生的事情、读过的书、看过的电影统统写进去。	[28, 740, 114, 742]
article-paragraph: 如今，我已经很少写信了，偶尔提起笔来，却发现不知道该写给谁。那些曾经和我通信的朋友，有的已经失去了联系，有的已经不在人世了。	[28, 1893, 111, 1894]
article-paragraph: 后来，我把这个故事讲给我的孙女听。她听完以后问我：奶奶，你们为什么不打电话呢？我笑了笑，没有回答。有些东西，是需要时间才能明白的。	[28, 1298, 116, 1300]
article-paragraph: 她的字写得很漂亮，一笔一画都很用心。她说，字如其人，写字的时候一定要认真。我一直记着这句话，后来写字的时候也变得认真起来。	[28, 455, 110, 457]
article-paragraph: 婚礼结束以后，我回到了自己的城市，继续过着忙碌的生活。我们依然写信，只是信里的内容慢慢变成了孩子、家庭和工作上的琐事。	[28, 1974, 107, 1976]
article-paragraph: 晚安，我亲爱的朋友。愿你在那边一切都好。	[28, 241, 55, 243]
article-paragraph: 婚礼结束以后，我回到了自己的城市，继续过着忙碌的生活。我们依然写信，只是信里的内容慢慢变成了孩子、家庭和工作上的琐事。	[28, 511, 107, 513]
article-paragraph: 如今，我已经很少写信了，偶尔提起笔来，却发现不知道该写给谁。那些曾经和我通信的朋友，有的已经失去了联系，有的已经不在人世了。	[28, 63, 111, 65]
article-paragraph: 写信是一件很慢的事情。你需要坐下来，安静地想一想要说什么，然后一个字一个字地写下来。写完以后，还要找信封、贴邮票、跑到邮局寄出去。可是，正是这种慢，让每一句话都变得有分量。	[28, 2122, 143, 2124]
article-paragraph: 后来，我们都毕业了，各自有了工作，写信的频率慢慢降低了，可是每年过年的时候，我们一定会给对方寄一张贺卡，写上几句祝福的话。	[28, 500, 110, 502]
article-paragraph: 写信是一件很慢的事情。你需要坐下来，安静地想一想要说什么，然后一个字一个字地写下来。写完以后，还要找信封、贴邮票、跑到邮局寄出去。可是，正是这种慢，让每一句话都变得有分量。	[28, 1146, 143, 1148]
article-paragraph: 后来，我们都毕业了，各自有了工作，写信的频率慢慢降低了，可是每年过年的时候，我们一定会给对方寄一张贺卡，写上几句祝福的话。	[28, 134, 110, 136]
article-paragraph: 夏令营结束以后，我们约定要经常写信。刚开始的时候，我们每个星期都会写一封信，把学校里发生的事情、读过的书、看过的电影统统写进去。	[28, 2203, 114, 2205]
article-paragraph: 写到这里，窗外的天已经黑了。我放下笔，把这封没有地址的信轻轻折好，放进那个木盒子里，和其他的信放在一起。	[28, 1213, 98, 1215]
article-paragraph: 我有一个很要好的朋友，她住在离我很远的城市。我们认识是在一次偶然的机会里，那时候我们都还是学生，一起参加了一个夏令营。	[28, 1711, 107, 1714]
article-paragraph: 有时候，我会一个人走到邮局门口，看着那个绿色的邮筒发呆。我想，如果可以的话，我真想再给她写一封信，告诉她，我很想她。	[28, 951, 106, 953]
article-paragraph: 夏令营结束以后，我们约定要经常写信。刚开始的时候，我们每个星期都会写一封信，把学校里发生的事情、读过的书、看过的电影统统写进去。	[28, 2081, 114, 2083]
article-paragraph: 后来，我把这个故事讲给我的孙女听。她听完以后问我：奶奶，你们为什么不打电话呢？我笑了笑，没有回答。有些东西，是需要时间才能明白的。	[28, 78, 116, 80]
article-paragraph: 有时候，我会一个人走到邮局门口，看着那个绿色的邮筒发呆。我想，如果可以的话，我真想再给她写一封信，告诉她，我很想她。	[28, 706, 106, 708]
article-paragraph: 我相信，总有一天，她也会明白。明白等待的意义，明白思念的滋味，明白一封信里藏着多少说不出口的话。	[28, 82, 93, 84]
article-paragraph: 还有一次，她在信里写到她生病了，住了很长时间的医院。她说医院的窗外有一棵很大的树，每天早上都会有小鸟在树上唱歌。她说那是她每天最期待的时刻。	[28, 2251, 122, 2253]
article-paragraph: 后来，我们都毕业了，各自有了工作，写信的频率慢慢降低了，可是每年过年的时候，我们一定会给对方寄一张贺卡，写上几句祝福的话。	[28, 1109, 110, 1111]
article-paragraph: 有一年冬天，我收到她的信，信里说她要结婚了，希望我能去参加她的婚礼。我很高兴，马上请了假，买了火车票，坐了整整一天一夜的车去看她。	[28, 1601, 116, 1603]
article-paragraph: 我们曾经约定，等我们都老了，要找一个安静的小镇，住在一起，每天喝茶、聊天、晒太阳。可惜，这个约定再也无法实现了。	[28, 2410, 103, 2412]
article-paragraph: 有时候，我会一个人走到邮局门口，看着那个绿色的邮筒发呆。我想，如果可以的话，我真想再给她写一封信，告诉她，我很想她。	[28, 1194, 106, 1196]
article-paragraph: 她的字写得很漂亮，一笔一画都很用心。她说，字如其人，写字的时候一定要认真。我一直记着这句话，后来写字的时候也变得认真起来。	[28, 699, 110, 701]
article-paragraph: 有时候，我会一个人走到邮局门口，看着那个绿色的邮筒发呆。我想，如果可以的话，我真想再给她写一封信，告诉她，我很想她。	[28, 97, 106, 99]
article-paragraph: 后来，我把这个故事讲给我的孙女听。她听完以后问我：奶奶，你们为什么不打电话呢？我笑了笑，没有回答。有些东西，是需要时间才能明白的。	[28, 200, 116, 202]
article-paragraph: 后来，我们都毕业了，各自有了工作，写信的频率慢慢降低了，可是每年过年的时候，我们一定会给对方寄一张贺卡，写上几句祝福的话。	[28, 1475, 110, 1477]
